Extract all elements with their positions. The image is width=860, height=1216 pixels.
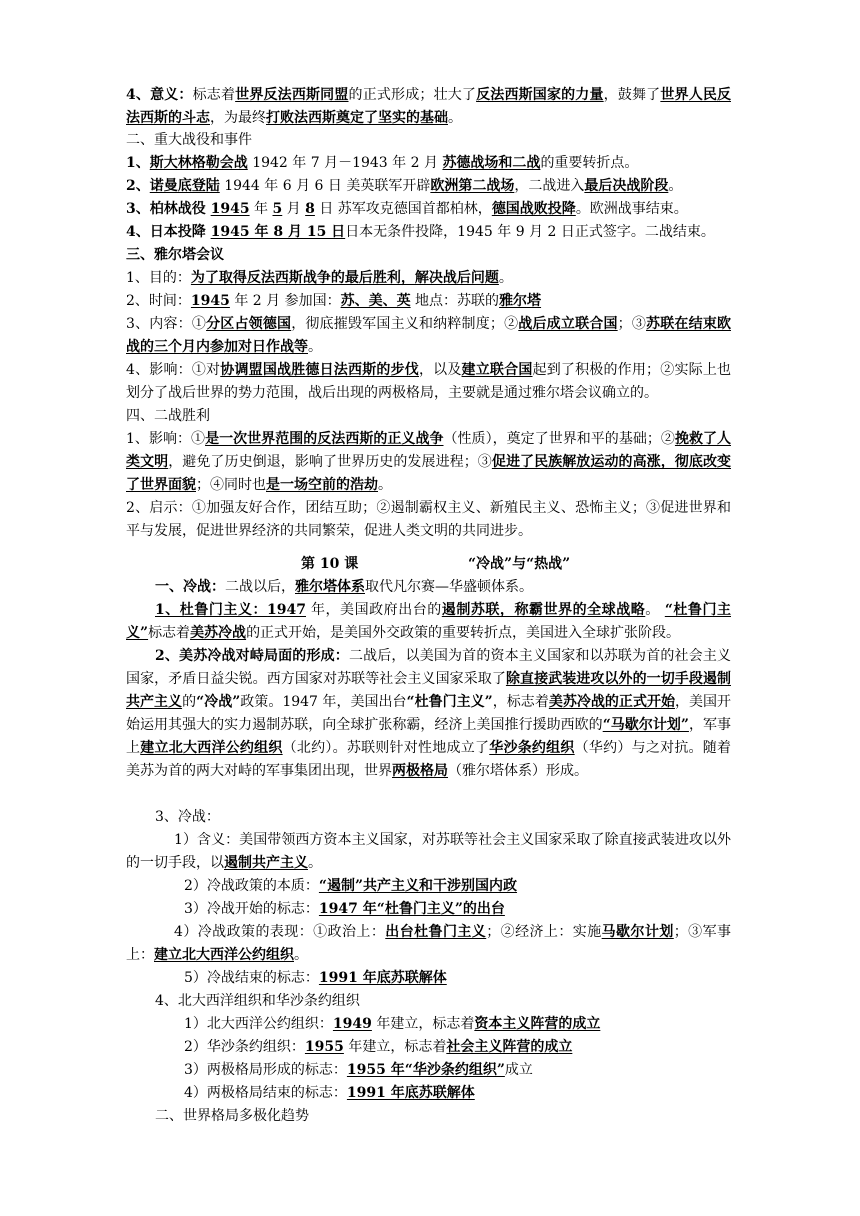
cold-war-point [184, 875, 731, 898]
text-run: 4）冷战政策的表现：①政治上： [174, 924, 386, 940]
lesson-title: “冷战”与“热战” [468, 556, 571, 572]
key-term: 建立北大西洋公约组织 [154, 947, 294, 963]
key-term: 是一次世界范围的反法西斯的正义战争 [205, 431, 444, 447]
key-term: 1、杜鲁门主义： [155, 602, 268, 618]
text-run: （雅尔塔体系）形成。 [448, 763, 588, 779]
text-run: 1、影响：① [126, 431, 206, 447]
text-run: 年 2 月 参加国： [229, 293, 341, 309]
text-run: 的重要转折点。 [540, 155, 639, 171]
text-run: 3、柏林战役 [126, 201, 211, 217]
text-run: 的正式开始，是美国外交政策的重要转折点，美国进入全球扩张阶段。 [246, 625, 681, 641]
key-term: 欧洲第二战场 [430, 178, 515, 194]
text-run: 取代凡尔赛—华盛顿体系。 [365, 579, 533, 595]
nato-warsaw-point [184, 1036, 731, 1059]
battle-item [126, 152, 731, 175]
key-term: 1991 年底苏联解体 [346, 1085, 475, 1101]
key-term: 华沙条约组织 [489, 740, 575, 756]
key-term: 苏、美、英 [340, 293, 411, 309]
text-run: 2）华沙条约组织： [184, 1039, 305, 1055]
key-term: 世界反法西斯同盟 [235, 87, 349, 103]
key-term: 美苏冷战 [190, 625, 247, 641]
text-run: 月 [282, 201, 306, 217]
text-run: 。 [448, 110, 462, 126]
yalta-item [126, 267, 731, 290]
key-term: 战后成立联合国 [518, 316, 618, 332]
cold-war-point [184, 967, 731, 990]
text-run: 1942 年 7 月－1943 年 2 月 [247, 155, 443, 171]
text-run: 一、冷战： [155, 579, 225, 595]
cold-war-subtitle: 3、冷战： [155, 809, 220, 825]
text-run: （北约）。苏联则针对性地成立了 [282, 740, 490, 756]
text-run: 的正式形成；壮大了 [348, 87, 477, 103]
key-term: 1991 年底苏联解体 [318, 970, 447, 986]
text-run: 4、意义： [126, 87, 193, 103]
key-term: 1945 [210, 201, 250, 217]
multipolar-section-title: 二、世界格局多极化趋势 [155, 1108, 309, 1124]
lesson-number: 第 10 课 [301, 556, 359, 572]
nato-warsaw-subtitle: 4、北大西洋组织和华沙条约组织 [155, 993, 360, 1009]
text-run: ；③军事上： [126, 924, 731, 963]
key-term: 雅尔塔 [499, 293, 542, 309]
key-term: 8 [305, 201, 315, 217]
cold-war-point [184, 898, 731, 921]
nato-warsaw-point [184, 1082, 731, 1105]
key-term: 除直接武装进攻以外的一切手段遏制共产主义 [126, 671, 731, 710]
text-run: ；②经济上：实施 [486, 924, 602, 940]
text-run: 2、 [126, 178, 150, 194]
nato-warsaw-point [184, 1059, 731, 1082]
key-term: 两极格局 [392, 763, 448, 779]
key-term: 1955 [304, 1039, 344, 1055]
truman-doctrine-paragraph [126, 599, 731, 645]
text-run: ，标志着 [492, 694, 549, 710]
key-term: 挽救了人类文明 [126, 431, 731, 470]
text-run: 2、时间： [126, 293, 191, 309]
text-run: 。 [668, 178, 683, 194]
text-run: 起到了积极的作用；②实际上也划分了战后世界的势力范围，战后出现的两极格局，主要就是通过雅尔塔会议确立的。 [126, 362, 731, 401]
text-run: 。欧洲战事结束。 [575, 201, 688, 217]
text-run: 1、 [126, 155, 150, 171]
text-run: 2、启示：①加强友好合作，团结互助；②遏制霸权主义、新殖民主义、恐怖主义；③促进世界和平与发展，促进世界经济的共同繁荣，促进人类文明的共同进步。 [126, 500, 731, 539]
text-run: 二战以后， [225, 579, 295, 595]
text-run: 1、目的： [126, 270, 191, 286]
battle-item [126, 198, 731, 221]
cold-war-point [126, 829, 731, 875]
key-term: 1945 [190, 293, 230, 309]
nato-warsaw-point [184, 1013, 731, 1036]
key-term: 出台杜鲁门主义 [385, 924, 487, 940]
text-run: 4、影响：①对 [126, 362, 221, 378]
text-run: 标志着 [192, 87, 236, 103]
text-run: 的 [182, 694, 197, 710]
key-term: 为了取得反法西斯战争的最后胜利，解决战后问题 [190, 270, 499, 286]
text-run: 1）含义：美国带领西方资本主义国家，对苏联等社会主义国家采取了除直接武装进攻以外的一切手段，以 [126, 832, 731, 871]
victory-item [126, 497, 731, 543]
key-term: 诺曼底登陆 [149, 178, 220, 194]
key-term: 资本主义阵营的成立 [474, 1016, 601, 1032]
section-victory-title: 四、二战胜利 [126, 408, 210, 424]
battle-item [126, 175, 731, 198]
key-term: 雅尔塔体系 [295, 579, 365, 595]
significance-paragraph [126, 84, 731, 130]
text-run: 4、日本投降 [126, 224, 211, 240]
text-run: 成立 [504, 1062, 533, 1078]
text-run: ；④同时也 [196, 477, 266, 493]
key-term: 1955 年“华沙条约组织” [346, 1062, 505, 1078]
key-term: 遏制苏联，称霸世界的全球战略 [441, 602, 646, 618]
key-term: 协调盟国战胜德日法西斯的步伐 [220, 362, 419, 378]
text-run: 年，美国政府出台的 [306, 602, 442, 618]
text-run: ，避免了历史倒退，影响了世界历史的发展进程；③ [168, 454, 492, 470]
text-run: 2、美苏冷战对峙局面的形成： [155, 648, 349, 664]
text-run: ，以及 [418, 362, 462, 378]
key-term: 世界人民反法西斯的斗志 [126, 87, 731, 126]
key-term: 1945 年 8 月 15 日 [210, 224, 346, 240]
text-run: ，鼓舞了 [603, 87, 661, 103]
text-run: ，军事上 [126, 717, 731, 756]
text-run: 。 [294, 947, 308, 963]
yalta-item [126, 313, 731, 359]
text-run: 。 [378, 477, 392, 493]
key-term: 斯大林格勒会战 [149, 155, 248, 171]
key-term: “马歇尔计划” [602, 717, 689, 733]
text-run: ，美国开始运用其强大的实力遏制苏联，向全球扩张称霸，经济上美国推行援助西欧的 [126, 694, 731, 733]
key-term: 最后决战阶段 [584, 178, 669, 194]
key-term: 促进了民族解放运动的高涨，彻底改变了世界面貌 [126, 454, 731, 493]
text-run: 政策。1947 年，美国出台 [240, 694, 407, 710]
key-term: “遏制”共产主义和干涉别国内政 [318, 878, 518, 894]
text-run: 年建立，标志着 [371, 1016, 475, 1032]
text-run: （华约）与之对抗。随着美苏为首的两大对峙的军事集团出现，世界 [126, 740, 731, 779]
text-run: ，彻底摧毁军国主义和纳粹制度；② [291, 316, 519, 332]
text-run: ；③ [617, 316, 647, 332]
text-run: ，二战进入 [514, 178, 585, 194]
text-run: （性质），奠定了世界和平的基础；② [443, 431, 675, 447]
text-run: 3）两极格局形成的标志： [184, 1062, 347, 1078]
key-term: 反法西斯国家的力量 [476, 87, 604, 103]
key-term: 建立联合国 [461, 362, 533, 378]
key-term: 苏德战场和二战 [442, 155, 541, 171]
text-run: 1944 年 6 月 6 日 美英联军开辟 [219, 178, 431, 194]
text-run: 4）两极格局结束的标志： [184, 1085, 347, 1101]
key-term: 打败法西斯奠定了坚实的基础 [266, 110, 448, 126]
text-run: 3、内容：① [126, 316, 207, 332]
key-term: 德国战败投降 [491, 201, 576, 217]
cold-war-point [126, 921, 731, 967]
text-run: 2）冷战政策的本质： [184, 878, 319, 894]
section-yalta-title: 三、雅尔塔会议 [126, 247, 224, 263]
section-battles-title: 二、重大战役和事件 [126, 132, 252, 148]
cold-war-formation-paragraph [126, 645, 731, 783]
victory-item [126, 428, 731, 497]
text-run: 5）冷战结束的标志： [184, 970, 319, 986]
text-run: 标志着 [148, 625, 191, 641]
text-run: 。 [308, 339, 322, 355]
text-run: 日 苏军攻克德国首都柏林， [314, 201, 492, 217]
key-term: 苏联在结束欧战的三个月内参加对日作战等 [126, 316, 731, 355]
text-run: 年 [249, 201, 273, 217]
key-term: 分区占领德国 [206, 316, 292, 332]
text-run: 年建立，标志着 [343, 1039, 447, 1055]
text-run: “冷战” [196, 694, 241, 710]
key-term: 社会主义阵营的成立 [446, 1039, 573, 1055]
key-term: 马歇尔计划 [601, 924, 674, 940]
text-run: 二战后，以美国为首的资本主义国家和以苏联为首的社会主义国家，矛盾日益尖锐。西方国家对苏联等社会主义国家采取了 [126, 648, 731, 687]
text-run: 日本无条件投降，1945 年 9 月 2 日正式签字。二战结束。 [345, 224, 715, 240]
text-run: ，为最终 [210, 110, 266, 126]
text-run: 3）冷战开始的标志： [184, 901, 319, 917]
battle-item [126, 221, 731, 244]
key-term: 是一场空前的浩劫 [266, 477, 378, 493]
key-term: 5 [272, 201, 283, 217]
text-run: 。 [308, 855, 322, 871]
text-run: 。 [498, 270, 513, 286]
key-term: 1947 [267, 602, 306, 618]
key-term: 建立北大西洋公约组织 [140, 740, 283, 756]
text-run: 1）北大西洋公约组织： [184, 1016, 333, 1032]
yalta-item [126, 290, 731, 313]
key-term: “杜鲁门主义” [126, 602, 731, 641]
yalta-item [126, 359, 731, 405]
key-term: 美苏冷战的正式开始 [548, 694, 675, 710]
text-run: “杜鲁门主义” [406, 694, 493, 710]
key-term: 1949 [332, 1016, 372, 1032]
cold-war-intro [155, 576, 731, 599]
key-term: 1947 年“杜鲁门主义”的出台 [318, 901, 505, 917]
text-run: 。 [645, 602, 665, 618]
key-term: 遏制共产主义 [224, 855, 308, 871]
text-run: 地点：苏联的 [410, 293, 500, 309]
